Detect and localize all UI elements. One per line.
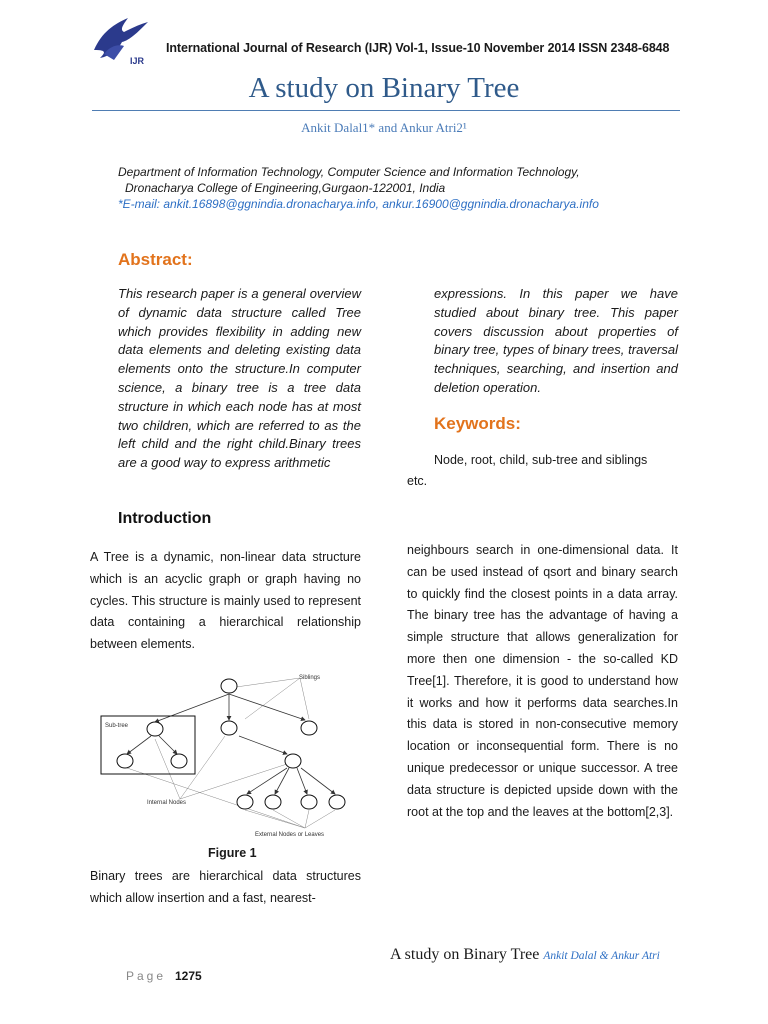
keywords-heading: Keywords:	[434, 414, 521, 433]
affiliation-line-1: Department of Information Technology, Computer Science and Information Technology,	[118, 165, 580, 179]
footer-running-title	[390, 946, 660, 964]
title-rule	[92, 110, 680, 111]
page-number: 1275	[175, 969, 202, 983]
tree-edges	[127, 694, 335, 794]
figure-caption: Figure 1	[208, 846, 257, 860]
paper-authors: Ankit Dalal1* and Ankur Atri2¹	[301, 120, 467, 135]
journal-header: International Journal of Research (IJR) Vol-1, Issue-10 November 2014 ISSN 2348-6848	[166, 41, 670, 55]
tree-diagram	[95, 664, 365, 844]
footer-authors: Ankit Dalal & Ankur Atri	[543, 950, 660, 962]
abstract-heading: Abstract:	[118, 250, 193, 269]
keywords-line-1: Node, root, child, sub-tree and siblings	[434, 453, 648, 467]
logo-text: IJR	[130, 56, 145, 66]
introduction-heading: Introduction	[118, 510, 212, 527]
label-external-nodes: External Nodes or Leaves	[255, 832, 325, 838]
email-line: *E-mail: ankit.16898@ggnindia.dronacharya.info, ankur.16900@ggnindia.dronacharya.info	[118, 197, 599, 211]
paper-title: A study on Binary Tree	[248, 72, 520, 104]
footer-title: A study on Binary Tree	[390, 946, 540, 963]
page-label: Page	[126, 969, 167, 983]
abstract-column-1: This research paper is a general overview of dynamic data structure called Tree which provides flexibility in adding new data elements and deleting existing data elements onto the structure.In computer science, a binary tree is a tree data structure in which each node has at most two children, which are referred to as the left child and the right child.Binary trees are a good way to express arithmetic	[118, 286, 361, 471]
intro-column-2: neighbours search in one-dimensional data. It can be used instead of qsort and binary search to quickly find the closest points in a data array. The binary tree has the advantage of having a simple structure that allows generalization for more then one dimension - the so-called KD Tree[1]. Therefore, it is good to understand how it works and how it performs data searches.In this data is stored in non-consecutive memory location or inconsequential form. There is no unique predecessor or unique successor. A tree data structure is depicted upside down with the root at the top and the leaves at the bottom[2,3].	[407, 543, 678, 819]
journal-logo	[84, 10, 154, 70]
label-siblings: Siblings	[299, 675, 321, 681]
tree-nodes	[117, 679, 345, 809]
affiliation	[118, 164, 580, 196]
keywords-line-2: etc.	[407, 474, 428, 488]
intro-paragraph-1: A Tree is a dynamic, non-linear data structure which is an acyclic graph or graph having no cycles. This structure is mainly used to represent data containing a hierarchical relationship between elements.	[90, 550, 361, 652]
intro-paragraph-2: Binary trees are hierarchical data structures which allow insertion and a fast, nearest-	[90, 869, 361, 905]
label-subtree: Sub-tree	[105, 723, 129, 729]
abstract-column-2: expressions. In this paper we have studied about binary tree. This paper covers discussion about properties of binary tree, types of binary trees, traversal techniques, searching, and insertion and deletion operation.	[434, 286, 678, 395]
label-internal-nodes: Internal Nodes	[147, 800, 187, 806]
affiliation-line-2: Dronacharya College of Engineering,Gurgaon-122001, India	[125, 181, 446, 195]
